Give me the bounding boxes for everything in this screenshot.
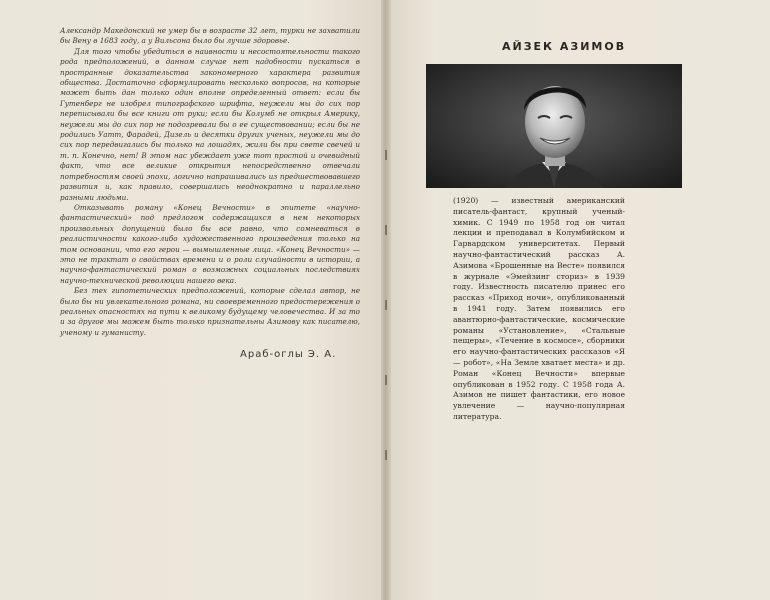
afterword-paragraph: Александр Македонский не умер бы в возрасте 32 лет, турки не захватили бы Вену в 1683 году, а у Вильсона было бы лучше здоровье.: [60, 26, 360, 46]
binding-stitch: [385, 225, 387, 235]
biography-paragraph: (1920) — известный американский писатель-фантаст, крупный ученый-химик. С 1949 по 1958 год он читал лекции и преподавал в Колумбийском и Гарвардском университетах. Первый научно-фантастический рассказ А. Азимова «Брошенные на Весте» появился в журнале «Эмейзинг сториз» в 1939 году. Известность писателю принес его рассказ «Приход ночи», опубликованный в 1941 году. Затем появились его авантюрно-фантастические, космические романы «Установление», «Стальные пещеры», «Течение в космосе», сборники его научно-фантастических рассказов «Я — робот», «На Земле хватает места» и др. Роман «Конец Вечности» впервые опубликован в 1952 году. С 1958 года А. Азимов не пишет фантастики, его новое увлечение — научно-популярная литература.: [453, 196, 625, 421]
author-signature: Араб-оглы Э. А.: [240, 349, 337, 360]
afterword-paragraph: Без тех гипотетических предположений, которые сделал автор, не было бы ни увлекательного романа, ни своевременного предостережения о реальных опасностях на пути к великому будущему человечества. И за то и за другое мы можем быть только признательны Азимову как писателю, ученому и гуманисту.: [60, 286, 360, 337]
binding-stitch: [385, 450, 387, 460]
page-title: АЙЗЕК АЗИМОВ: [502, 40, 627, 53]
afterword-paragraph: Отказывать роману «Конец Вечности» в эпитете «научно-фантастический» под предлогом содержащихся в нем некоторых произвольных допущений было бы все равно, что сомневаться в реалистичности какого-либо художественного произведения только на том основании, что его герои — вымышленные лица. «Конец Вечности» — это не трактат о свойствах времени и о роли случайности в истории, а научно-фантастический роман о возможных социальных последствиях научно-технической революции нашего века.: [60, 202, 360, 285]
binding-stitch: [385, 300, 387, 310]
author-portrait: [426, 64, 682, 188]
author-biography: [453, 196, 625, 423]
afterword-text: [60, 26, 360, 338]
binding-stitch: [385, 150, 387, 160]
afterword-paragraph: Для того чтобы убедиться в наивности и несостоятельности такого рода предположений, в данном случае нет надобности пускаться в пространные доказательства закономерного характера развития общества. Достаточно сформулировать несколько вопросов, на которые может быть дан только один вполне определенный ответ: если бы Гутенберг не изобрел типографского шрифта, неужели мы до сих пор переписывали бы все книги от руки; если бы Колумб не открыл Америку, неужели мы до сих пор не подозревали бы о ее существовании; если бы не родились Уатт, Фарадей, Дизель и десятки других ученых, неужели мы до сих пор передвигались бы только на лошадях, жили бы при свете свечей и т. п. Конечно, нет! В этом нас убеждает уже тот простой и очевидный факт, что все великие открытия непосредственно отвечали потребностям своей эпохи, логично напрашивались из предшествовавшего развития и, как правило, совершались неоднократно и параллельно разными людьми.: [60, 46, 360, 202]
binding-stitch: [385, 375, 387, 385]
